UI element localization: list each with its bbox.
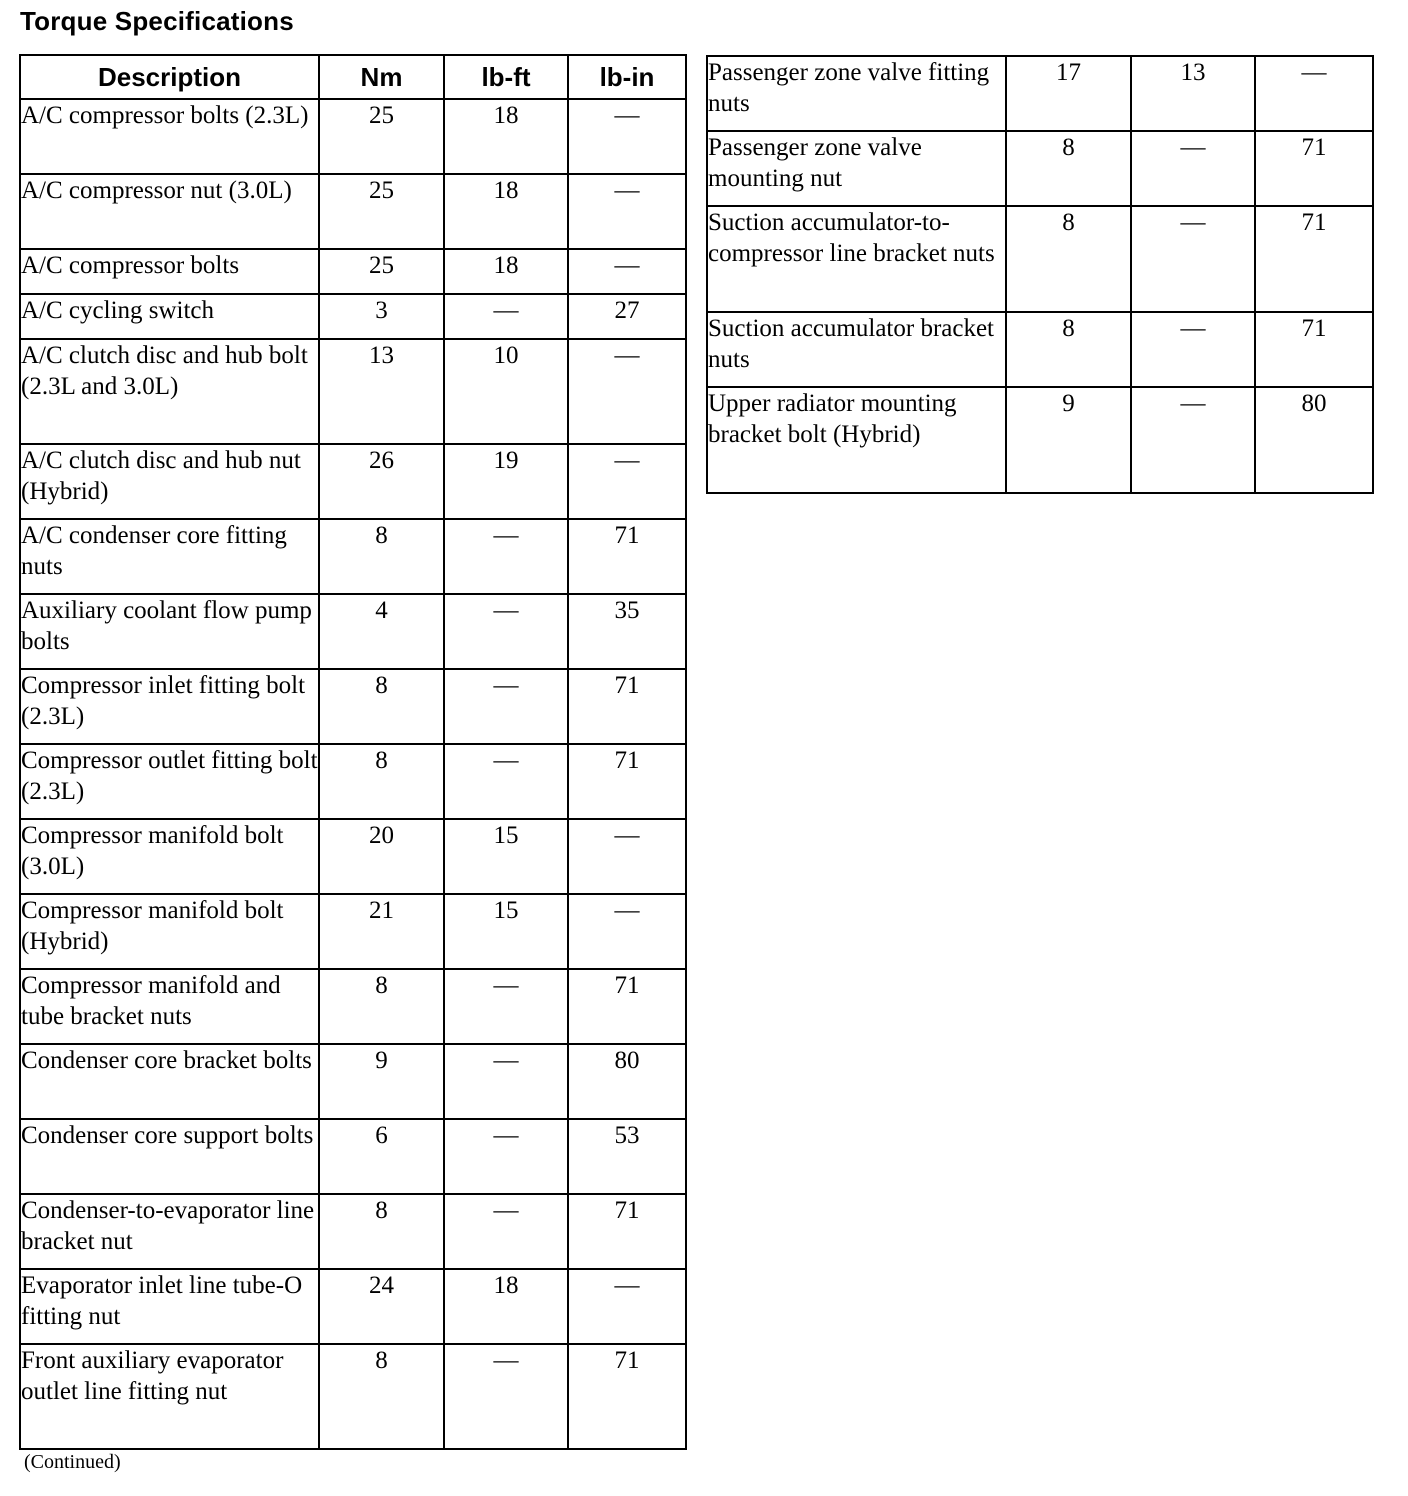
- table-row: [20, 1119, 686, 1194]
- torque-table-left: [19, 54, 687, 1450]
- page-title: Torque Specifications: [20, 6, 294, 36]
- row-description: A/C clutch disc and hub bolt (2.3L and 3.0L): [20, 339, 319, 444]
- row-description: A/C clutch disc and hub nut (Hybrid): [20, 444, 319, 519]
- row-lb-in: 80: [1255, 387, 1373, 493]
- row-nm: 4: [319, 594, 444, 669]
- row-nm: 17: [1006, 56, 1131, 131]
- row-nm: 8: [1006, 131, 1131, 206]
- table-row: [20, 249, 686, 294]
- row-description: Suction accumulator-to-compressor line bracket nuts: [707, 206, 1006, 312]
- row-lb-ft: —: [444, 669, 568, 744]
- table-row: [20, 339, 686, 444]
- table-row: [20, 744, 686, 819]
- header-row: [20, 55, 686, 99]
- row-lb-in: —: [568, 1269, 686, 1344]
- row-nm: 9: [319, 1044, 444, 1119]
- row-lb-in: 71: [568, 744, 686, 819]
- row-lb-in: 80: [568, 1044, 686, 1119]
- torque-table-right: [706, 55, 1374, 494]
- row-lb-in: —: [1255, 56, 1373, 131]
- row-lb-ft: 19: [444, 444, 568, 519]
- table-row: [20, 1344, 686, 1449]
- row-lb-in: 27: [568, 294, 686, 339]
- table-row: [707, 131, 1373, 206]
- row-nm: 21: [319, 894, 444, 969]
- header-nm: Nm: [319, 55, 444, 99]
- row-nm: 8: [319, 744, 444, 819]
- table-row: [20, 894, 686, 969]
- row-description: Evaporator inlet line tube-O fitting nut: [20, 1269, 319, 1344]
- header-description: Description: [20, 55, 319, 99]
- table-row: [20, 1194, 686, 1269]
- row-nm: 8: [1006, 206, 1131, 312]
- row-lb-in: 71: [568, 1344, 686, 1449]
- row-lb-in: 71: [1255, 206, 1373, 312]
- row-lb-ft: 18: [444, 99, 568, 174]
- row-description: A/C compressor bolts (2.3L): [20, 99, 319, 174]
- row-lb-ft: 15: [444, 819, 568, 894]
- row-lb-in: 71: [1255, 131, 1373, 206]
- row-lb-in: 71: [568, 519, 686, 594]
- row-nm: 20: [319, 819, 444, 894]
- row-lb-ft: —: [444, 594, 568, 669]
- row-description: A/C compressor bolts: [20, 249, 319, 294]
- row-lb-in: —: [568, 174, 686, 249]
- table-row: [20, 444, 686, 519]
- row-nm: 8: [319, 519, 444, 594]
- row-lb-ft: —: [444, 294, 568, 339]
- row-lb-ft: —: [444, 1194, 568, 1269]
- row-lb-in: —: [568, 99, 686, 174]
- row-description: Upper radiator mounting bracket bolt (Hybrid): [707, 387, 1006, 493]
- table-row: [20, 174, 686, 249]
- row-nm: 25: [319, 174, 444, 249]
- row-lb-in: 71: [568, 669, 686, 744]
- table-row: [707, 312, 1373, 387]
- table-row: [20, 294, 686, 339]
- table-row: [707, 56, 1373, 131]
- row-description: Suction accumulator bracket nuts: [707, 312, 1006, 387]
- row-description: Compressor inlet fitting bolt (2.3L): [20, 669, 319, 744]
- row-nm: 25: [319, 99, 444, 174]
- row-lb-in: —: [568, 444, 686, 519]
- row-lb-in: 71: [568, 969, 686, 1044]
- row-description: Condenser core support bolts: [20, 1119, 319, 1194]
- table-row: [20, 99, 686, 174]
- header-lb-ft: lb-ft: [444, 55, 568, 99]
- row-description: Auxiliary coolant flow pump bolts: [20, 594, 319, 669]
- row-lb-ft: —: [1131, 312, 1255, 387]
- row-lb-ft: —: [444, 1044, 568, 1119]
- row-lb-ft: 18: [444, 249, 568, 294]
- row-lb-in: —: [568, 819, 686, 894]
- row-description: Passenger zone valve mounting nut: [707, 131, 1006, 206]
- table-row: [20, 819, 686, 894]
- row-lb-ft: 13: [1131, 56, 1255, 131]
- row-description: Compressor manifold bolt (3.0L): [20, 819, 319, 894]
- row-lb-ft: 18: [444, 1269, 568, 1344]
- row-description: Compressor manifold and tube bracket nuts: [20, 969, 319, 1044]
- row-lb-in: 53: [568, 1119, 686, 1194]
- row-lb-ft: —: [444, 1119, 568, 1194]
- row-lb-in: —: [568, 339, 686, 444]
- row-description: Condenser core bracket bolts: [20, 1044, 319, 1119]
- row-lb-ft: —: [444, 969, 568, 1044]
- row-lb-in: —: [568, 894, 686, 969]
- row-description: Compressor outlet fitting bolt (2.3L): [20, 744, 319, 819]
- table-row: [20, 669, 686, 744]
- row-nm: 8: [319, 1344, 444, 1449]
- row-lb-in: 35: [568, 594, 686, 669]
- row-lb-ft: —: [1131, 387, 1255, 493]
- row-nm: 8: [319, 969, 444, 1044]
- table-row: [20, 1269, 686, 1344]
- row-lb-in: —: [568, 249, 686, 294]
- row-lb-ft: —: [1131, 206, 1255, 312]
- row-lb-ft: —: [444, 744, 568, 819]
- row-description: Front auxiliary evaporator outlet line fitting nut: [20, 1344, 319, 1449]
- row-description: A/C cycling switch: [20, 294, 319, 339]
- row-description: Passenger zone valve fitting nuts: [707, 56, 1006, 131]
- table-row: [707, 206, 1373, 312]
- row-lb-ft: —: [444, 1344, 568, 1449]
- table-row: [20, 594, 686, 669]
- table-row: [20, 969, 686, 1044]
- table-row: [20, 1044, 686, 1119]
- row-lb-in: 71: [1255, 312, 1373, 387]
- table-row: [707, 387, 1373, 493]
- row-nm: 3: [319, 294, 444, 339]
- row-nm: 8: [1006, 312, 1131, 387]
- row-description: A/C condenser core fitting nuts: [20, 519, 319, 594]
- row-lb-ft: 18: [444, 174, 568, 249]
- row-description: Condenser-to-evaporator line bracket nut: [20, 1194, 319, 1269]
- row-nm: 9: [1006, 387, 1131, 493]
- row-nm: 6: [319, 1119, 444, 1194]
- continued-note: (Continued): [24, 1451, 121, 1473]
- row-lb-ft: —: [444, 519, 568, 594]
- row-nm: 25: [319, 249, 444, 294]
- row-nm: 13: [319, 339, 444, 444]
- row-lb-ft: 10: [444, 339, 568, 444]
- row-lb-in: 71: [568, 1194, 686, 1269]
- row-lb-ft: 15: [444, 894, 568, 969]
- row-description: Compressor manifold bolt (Hybrid): [20, 894, 319, 969]
- row-nm: 8: [319, 669, 444, 744]
- header-lb-in: lb-in: [568, 55, 686, 99]
- row-description: A/C compressor nut (3.0L): [20, 174, 319, 249]
- table-row: [20, 519, 686, 594]
- row-nm: 24: [319, 1269, 444, 1344]
- row-lb-ft: —: [1131, 131, 1255, 206]
- row-nm: 26: [319, 444, 444, 519]
- row-nm: 8: [319, 1194, 444, 1269]
